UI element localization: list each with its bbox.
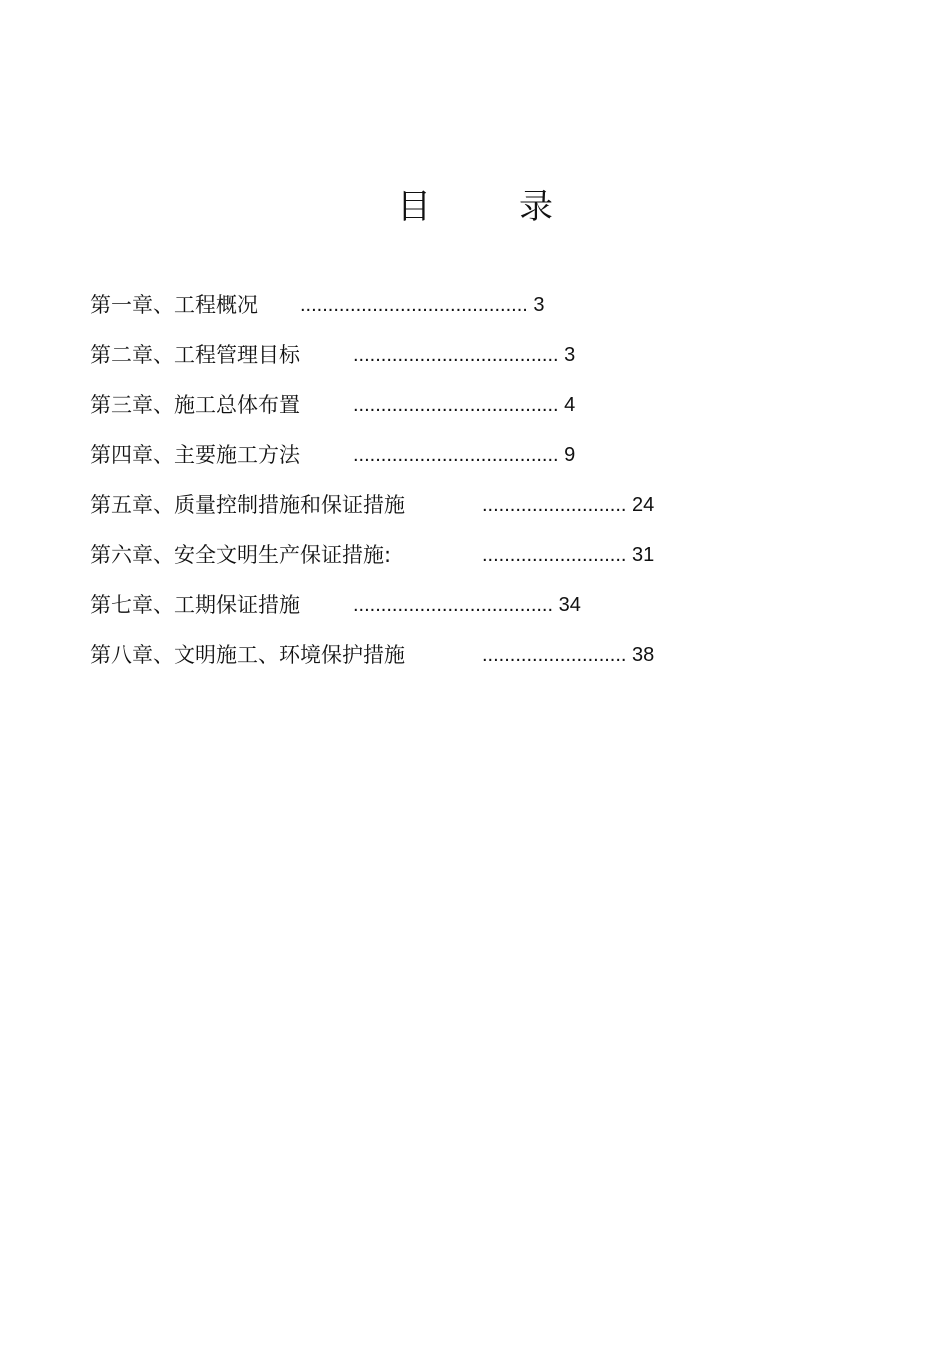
- toc-dot-leader: ..........................: [482, 544, 627, 566]
- toc-entry-chapter-8[interactable]: [90, 637, 790, 687]
- toc-page-number: 34: [558, 594, 581, 616]
- toc-entry-chapter-7[interactable]: [90, 587, 790, 637]
- toc-entry-leader: [353, 337, 575, 373]
- toc-dot-leader: .....................................: [353, 394, 559, 416]
- toc-dot-leader: .....................................: [353, 444, 559, 466]
- toc-dot-leader: .....................................: [353, 344, 559, 366]
- toc-entry-chapter-2[interactable]: [90, 337, 790, 387]
- toc-entry-title: 第七章、工期保证措施: [90, 593, 300, 617]
- toc-entry-chapter-5[interactable]: [90, 487, 790, 537]
- toc-dot-leader: ..........................: [482, 494, 627, 516]
- toc-entry-leader: [482, 537, 654, 573]
- toc-entry-title: 第五章、质量控制措施和保证措施: [90, 493, 405, 517]
- table-of-contents: [90, 287, 790, 687]
- toc-entry-leader: [353, 437, 575, 473]
- toc-entry-leader: [482, 637, 654, 673]
- toc-entry-chapter-3[interactable]: [90, 387, 790, 437]
- toc-entry-chapter-6[interactable]: [90, 537, 790, 587]
- toc-dot-leader: ..........................: [482, 644, 627, 666]
- toc-page-number: 9: [564, 444, 576, 466]
- toc-page-number: 3: [533, 294, 545, 316]
- toc-page-number: 31: [632, 544, 655, 566]
- toc-page-number: 3: [564, 344, 576, 366]
- toc-entry-title: 第六章、安全文明生产保证措施:: [90, 543, 392, 567]
- toc-entry-title: 第二章、工程管理目标: [90, 343, 300, 367]
- toc-entry-leader: [300, 287, 545, 323]
- toc-entry-chapter-1[interactable]: [90, 287, 790, 337]
- toc-entry-chapter-4[interactable]: [90, 437, 790, 487]
- title-char-2: 录: [519, 187, 553, 227]
- toc-entry-title: 第一章、工程概况: [90, 293, 258, 317]
- toc-dot-leader: ....................................: [353, 594, 554, 616]
- toc-page-number: 24: [632, 494, 655, 516]
- toc-entry-leader: [353, 387, 575, 423]
- title-char-1: 目: [397, 187, 431, 227]
- toc-entry-leader: [482, 487, 654, 523]
- toc-page-number: 4: [564, 394, 576, 416]
- toc-entry-title: 第八章、文明施工、环境保护措施: [90, 643, 405, 667]
- toc-entry-title: 第三章、施工总体布置: [90, 393, 300, 417]
- page-title: [0, 183, 950, 231]
- toc-entry-title: 第四章、主要施工方法: [90, 443, 300, 467]
- toc-dot-leader: .........................................: [300, 294, 528, 316]
- toc-page-number: 38: [632, 644, 655, 666]
- toc-entry-leader: [353, 587, 581, 623]
